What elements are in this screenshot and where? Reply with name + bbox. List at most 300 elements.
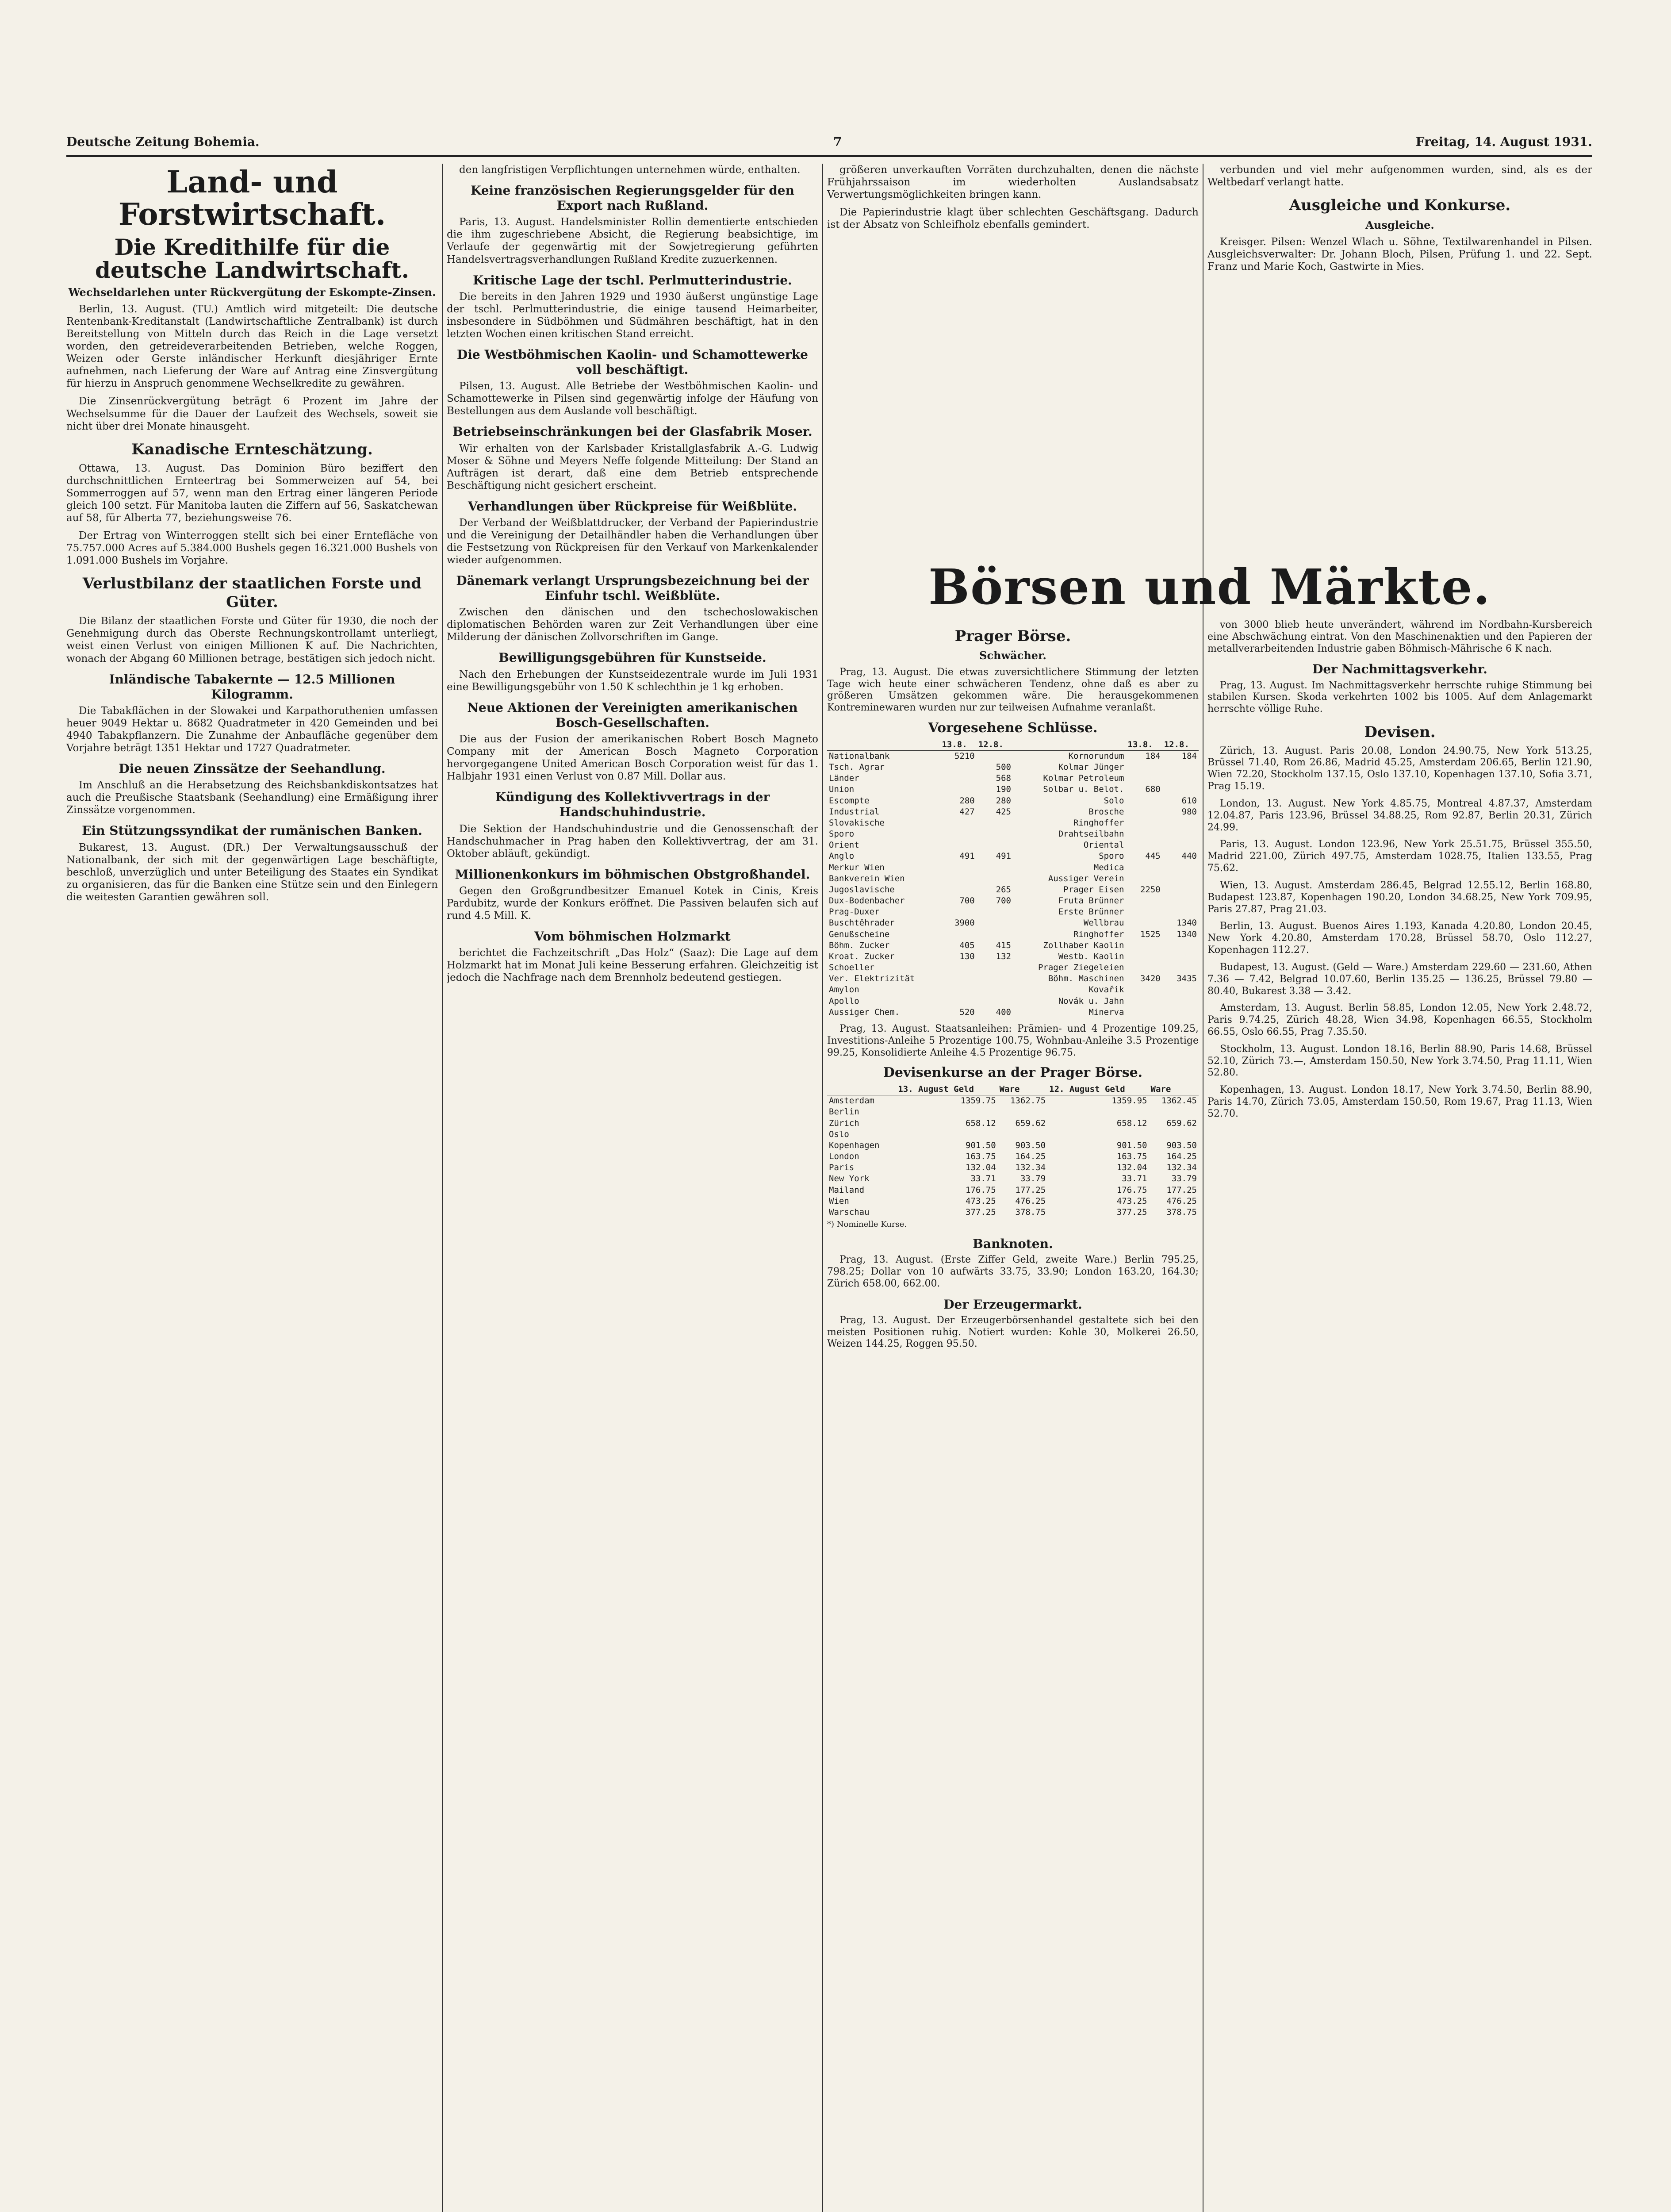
table-title: Devisenkurse an der Prager Börse.	[883, 1065, 1143, 1081]
table-cell: Paris	[829, 1163, 855, 1173]
table-cell	[1162, 1007, 1199, 1018]
article-title: Bewilligungsgebühren für Kunstseide.	[498, 650, 767, 665]
table-cell: Erste Brünner	[1058, 907, 1124, 917]
table-cell: 33.79	[1020, 1174, 1046, 1184]
table-cell: London	[829, 1152, 859, 1162]
table-cell	[977, 918, 1013, 929]
table-cell: 491	[996, 851, 1011, 861]
table-cell: Ver. Elektrizität	[829, 974, 915, 984]
table-row	[827, 818, 1199, 829]
article-paragraph: Die Bilanz der staatlichen Forste und Güter für 1930, die noch der Genehmigung durch das Oberste Rechnungskontrollamt unterliegt, weist einen Verlust von einigen Millionen K auf. Die Nachrichten, wonach der Abgang 60 Millionen betrage, bestätigen sich jedoch nicht.	[66, 615, 438, 664]
table-cell: 163.75	[966, 1152, 996, 1162]
table-header-cell: 12. August Geld	[1047, 1084, 1149, 1095]
table-cell: 5210	[954, 751, 975, 761]
table-cell	[1162, 906, 1199, 918]
article-title: Keine französischen Regierungsgelder für den Export nach Rußland.	[471, 183, 794, 213]
table-cell: 132.34	[1015, 1163, 1046, 1173]
table-cell	[1126, 762, 1162, 773]
table-cell: 476.25	[1166, 1196, 1197, 1206]
table-cell: 132.04	[1116, 1163, 1147, 1173]
article-title: Kanadische Ernteschätzung.	[131, 440, 373, 458]
table-cell	[1126, 996, 1162, 1007]
market-reports	[1207, 619, 1592, 2212]
table-row	[827, 840, 1199, 851]
table-cell: Kopenhagen	[829, 1140, 880, 1150]
table-cell: 176.75	[1116, 1185, 1147, 1195]
article-paragraph: Stockholm, 13. August. London 18.16, Berlin 88.90, Paris 14.68, Brüssel 52.10, Zürich 73.—, Amsterdam 150.50, New York 3.74.50, Prag 11.11, Wien 52.80.	[1207, 1043, 1592, 1079]
table-row	[827, 795, 1199, 806]
column-rule	[442, 164, 443, 2212]
article-paragraph: Wir erhalten von der Karlsbader Kristallglasfabrik A.-G. Ludwig Moser & Söhne und Meyers Neffe folgende Mitteilung: Der Stand an Aufträgen ist derart, daß eine dem Betrieb entsprechende Beschäftigung nicht gesichert erscheint.	[447, 442, 818, 492]
table-row	[827, 962, 1199, 973]
table-cell	[1149, 1106, 1199, 1118]
table-cell: Tsch. Agrar	[829, 762, 885, 772]
article-paragraph: Kreisger. Pilsen: Wenzel Wlach u. Söhne, Textilwarenhandel in Pilsen. Ausgleichsverwalter: Dr. Johann Bloch, Pilsen, Prüfung 1. und 22. Sept. Franz und Marie Koch, Gastwirte in Mies.	[1207, 236, 1592, 273]
table-cell	[940, 996, 976, 1007]
article-title: Ausgleiche und Konkurse.	[1289, 196, 1511, 215]
table-cell	[977, 996, 1013, 1007]
table-row	[827, 1162, 1199, 1173]
table-header-cell: Ware	[998, 1084, 1047, 1095]
table-cell: 280	[996, 795, 1011, 806]
article-paragraph: Die Sektion der Handschuhindustrie und die Genossenschaft der Handschuhmacher in Prag haben den Kollektivvertrag, der am 31. Oktober abläuft, gekündigt.	[447, 823, 818, 860]
article-title: Devisen.	[1364, 723, 1436, 741]
table-header-cell: 13. August Geld	[896, 1084, 997, 1095]
article-paragraph: Paris, 13. August. London 123.96, New York 25.51.75, Brüssel 355.50, Madrid 221.00, Zürich 497.75, Amsterdam 1028.75, Italien 133.55, Prag 75.62.	[1207, 839, 1592, 874]
table-header-cell: Ware	[1149, 1084, 1199, 1095]
table-cell	[977, 929, 1013, 940]
table-cell: Oslo	[829, 1129, 849, 1139]
table-cell: Kovařik	[1088, 985, 1124, 995]
table-cell: 473.25	[966, 1196, 996, 1206]
table-cell: Berlin	[829, 1107, 859, 1117]
table-cell	[1162, 962, 1199, 973]
table-cell: 132.04	[966, 1163, 996, 1173]
table-cell	[940, 773, 976, 784]
table-cell: 1359.95	[1111, 1096, 1147, 1106]
table-cell	[1126, 984, 1162, 995]
article-title: Betriebseinschränkungen bei der Glasfabrik Moser.	[452, 424, 813, 439]
table-cell: Amylon	[829, 985, 859, 995]
table-cell: Escompte	[829, 795, 870, 806]
table-cell: Wellbrau	[1083, 918, 1124, 928]
table-cell: 265	[996, 884, 1011, 895]
table-cell: Länder	[829, 773, 859, 783]
article-paragraph: Berlin, 13. August. (TU.) Amtlich wird mitgeteilt: Die deutsche Rentenbank-Kreditanstalt (Landwirtschaftliche Zentralbank) ist durch Bereitstellung von Mitteln durch das Reich in die Lage versetzt worden, den getreideverarbeitenden Betrieben, welche Roggen, Weizen oder Gerste inländischer Herkunft diesjähriger Ernte aufnehmen, nach Lieferung der Ware auf Antrag eine Zinsvergütung für hierzu in Anspruch genommene Wechselkredite zu gewähren.	[66, 303, 438, 390]
table-cell: 473.25	[1116, 1196, 1147, 1206]
table-row	[827, 895, 1199, 906]
table-cell	[998, 1106, 1047, 1118]
table-cell	[940, 862, 976, 873]
table-cell	[977, 818, 1013, 829]
table-cell	[1162, 840, 1199, 851]
table-cell	[940, 829, 976, 840]
article-paragraph: Prag, 13. August. Staatsanleihen: Prämien- und 4 Prozentige 109.25, Investitions-Anleihe 5 Prozentige 100.75, Wohnbau-Anleihe 3.5 Prozentige 99.25, Konsolidierte Anleihe 4.5 Prozentige 96.75.	[827, 1023, 1199, 1058]
table-cell	[1126, 795, 1162, 806]
table-cell	[1162, 784, 1199, 795]
table-cell: Jugoslavische	[829, 884, 895, 895]
table-cell	[940, 840, 976, 851]
table-cell	[1126, 962, 1162, 973]
header-page-number: 7	[833, 134, 842, 149]
table-cell	[1162, 829, 1199, 840]
table-cell: 377.25	[1116, 1207, 1147, 1217]
table-cell	[1162, 762, 1199, 773]
table-cell: Kolmar Petroleum	[1043, 773, 1124, 783]
table-cell: 500	[996, 762, 1011, 772]
article-title: Der Nachmittagsverkehr.	[1312, 662, 1487, 677]
article-paragraph: den langfristigen Verpflichtungen unternehmen würde, enthalten.	[459, 164, 801, 176]
table-header-cell: 12.8.	[1162, 739, 1199, 751]
table-cell	[940, 962, 976, 973]
table-cell: Drahtseilbahn	[1058, 829, 1124, 839]
table-cell: Solbar u. Belot.	[1043, 784, 1124, 795]
table-cell	[940, 784, 976, 795]
table-cell: Prag-Duxer	[829, 907, 880, 917]
article-paragraph: Die bereits in den Jahren 1929 und 1930 äußerst ungünstige Lage der tschl. Perlmutterindustrie, die einige tausend Heimarbeiter, insbesondere in Südböhmen und Südmähren beschäftigt, hat in den letzten Wochen einen kritischen Stand erreicht.	[447, 291, 818, 340]
table-cell: 184	[1181, 751, 1197, 761]
table-cell	[1162, 895, 1199, 906]
table-cell: Fruta Brünner	[1058, 896, 1124, 906]
table-cell	[977, 750, 1013, 762]
table-cell	[977, 906, 1013, 918]
table-cell: 440	[1181, 851, 1197, 861]
table-cell	[1126, 918, 1162, 929]
table-cell: 901.50	[1116, 1140, 1147, 1150]
table-cell: Medica	[1093, 862, 1124, 872]
article-paragraph: Prag, 13. August. Die etwas zuversichtlichere Stimmung der letzten Tage wich heute einer schwächeren Tendenz, ohne daß es aber zu größeren Umsätzen gekommen wäre. Die herausgekommenen Kontreminewaren wurden nur zur teilweisen Aufnahme veranlaßt.	[827, 666, 1199, 714]
article-paragraph: Zwischen den dänischen und den tschechoslowakischen diplomatischen Behörden waren zur Zeit Verhandlungen über eine Milderung der dänischen Zollvorschriften im Gange.	[447, 607, 818, 643]
table-cell: Bankverein Wien	[829, 873, 905, 883]
table-cell	[1126, 906, 1162, 918]
table-cell	[1162, 984, 1199, 995]
stock-table	[827, 739, 1199, 1018]
table-cell: Wien	[829, 1196, 849, 1206]
article-paragraph: Bukarest, 13. August. (DR.) Der Verwaltungsausschuß der Nationalbank, der sich mit der gegenwärtigen Lage beschäftigte, beschloß, unverzüglich und unter Beteiligung des Staates ein Syndikat zu organisieren, das für die Banken eine Stütze sein und den Einlegern die weitesten Garantien gewähren soll.	[66, 841, 438, 903]
table-cell	[977, 862, 1013, 873]
article-paragraph: Pilsen, 13. August. Alle Betriebe der Westböhmischen Kaolin- und Schamottewerke in Pilsen sind gegenwärtig infolge der Häufung von Bestellungen aus dem Auslande voll beschäftigt.	[447, 380, 818, 417]
table-row	[827, 862, 1199, 873]
table-header-cell	[827, 739, 940, 751]
table-cell: 176.75	[966, 1185, 996, 1195]
table-cell: Orient	[829, 840, 859, 850]
table-cell: 610	[1181, 795, 1197, 806]
article-title: Millionenkonkurs im böhmischen Obstgroßhandel.	[455, 867, 810, 882]
table-cell	[1126, 829, 1162, 840]
table-cell: 3435	[1177, 974, 1197, 984]
table-cell: 491	[959, 851, 975, 861]
column-2	[447, 164, 818, 2212]
table-cell: 1525	[1140, 929, 1161, 939]
table-row	[827, 784, 1199, 795]
table-header-cell	[1013, 739, 1126, 751]
column-rule	[822, 164, 823, 2212]
article-title: Die Kredithilfe für die deutsche Landwirtschaft.	[95, 234, 410, 284]
article-subtitle: Ausgleiche.	[1365, 218, 1434, 231]
table-cell: 405	[959, 940, 975, 950]
table-cell: 132	[996, 951, 1011, 961]
article-paragraph: von 3000 blieb heute unverändert, während im Nordbahn-Kursbereich eine Abschwächung eintrat. Von den Maschinenaktien und den Papieren der metallverarbeitenden Industrie gaben Böhmisch-Mährische 6 K nach.	[1207, 619, 1592, 654]
table-cell: 901.50	[966, 1140, 996, 1150]
table-row	[827, 1106, 1199, 1118]
table-cell: Kolmar Jünger	[1058, 762, 1124, 772]
table-cell	[1162, 773, 1199, 784]
table-cell: 3420	[1140, 974, 1161, 984]
table-cell	[998, 1129, 1047, 1140]
table-row	[827, 806, 1199, 818]
table-cell: Sporo	[829, 829, 855, 839]
article-paragraph: Amsterdam, 13. August. Berlin 58.85, London 12.05, New York 2.48.72, Paris 9.74.25, Zürich 48.28, Wien 34.98, Kopenhagen 66.55, Stockholm 66.55, Oslo 66.55, Prag 7.35.50.	[1207, 1002, 1592, 1037]
table-cell	[1162, 884, 1199, 895]
table-cell: 658.12	[1116, 1118, 1147, 1128]
table-cell: Apollo	[829, 996, 859, 1006]
table-cell	[940, 873, 976, 884]
article-title: Kritische Lage der tschl. Perlmutterindustrie.	[473, 273, 792, 288]
table-cell: Anglo	[829, 851, 855, 861]
table-row	[827, 1129, 1199, 1140]
table-cell: 1340	[1177, 918, 1197, 928]
article-title: Die Westböhmischen Kaolin- und Schamottewerke voll beschäftigt.	[457, 347, 808, 377]
table-cell	[1149, 1129, 1199, 1140]
table-cell	[1162, 818, 1199, 829]
table-cell: Buschtěhrader	[829, 918, 895, 928]
article-paragraph: Zürich, 13. August. Paris 20.08, London 24.90.75, New York 513.25, Brüssel 71.40, Rom 26.86, Madrid 45.25, Amsterdam 206.65, Berlin 121.90, Wien 72.20, Stockholm 137.15, Oslo 137.10, Kopenhagen 137.10, Sofia 3.71, Prag 15.19.	[1207, 745, 1592, 792]
table-row	[827, 940, 1199, 951]
table-cell: 476.25	[1015, 1196, 1046, 1206]
table-cell: Böhm. Maschinen	[1048, 974, 1124, 984]
table-cell: 425	[996, 806, 1011, 817]
table-cell: 659.62	[1166, 1118, 1197, 1128]
table-cell: Zürich	[829, 1118, 859, 1128]
table-row	[827, 1207, 1199, 1218]
table-row	[827, 884, 1199, 895]
table-cell: 33.71	[970, 1174, 996, 1184]
table-row	[827, 1095, 1199, 1107]
table-row	[827, 1185, 1199, 1196]
article-paragraph: Berlin, 13. August. Buenos Aires 1.193, Kanada 4.20.80, London 20.45, New York 4.20.80, Amsterdam 170.28, Brüssel 58.70, Oslo 112.27, Kopenhagen 112.27.	[1207, 921, 1592, 956]
prague-exchange	[827, 619, 1199, 2212]
table-row	[827, 851, 1199, 862]
section-title-agriculture: Land- und Forstwirtschaft.	[118, 165, 386, 233]
table-cell	[940, 906, 976, 918]
table-row	[827, 873, 1199, 884]
article-paragraph: Wien, 13. August. Amsterdam 286.45, Belgrad 12.55.12, Berlin 168.80, Budapest 123.87, Kopenhagen 190.20, London 34.68.25, New York 709.95, Paris 27.87, Prag 21.03.	[1207, 879, 1592, 915]
table-cell	[977, 984, 1013, 995]
article-paragraph: Im Anschluß an die Herabsetzung des Reichsbankdiskontsatzes hat auch die Preußische Staatsbank (Seehandlung) eine Ermäßigung ihrer Zinssätze vorgenommen.	[66, 780, 438, 816]
table-cell: Mailand	[829, 1185, 865, 1195]
table-cell: 427	[959, 806, 975, 817]
table-cell: 164.25	[1015, 1152, 1046, 1162]
table-cell	[1162, 873, 1199, 884]
article-paragraph: Der Ertrag von Winterroggen stellt sich bei einer Erntefläche von 75.757.000 Acres auf 5.384.000 Bushels gegen 16.321.000 Bushels von 1.091.000 Bushels im Vorjahre.	[66, 530, 438, 567]
table-cell	[1126, 773, 1162, 784]
table-cell: Aussiger Verein	[1048, 873, 1124, 883]
table-cell	[977, 873, 1013, 884]
table-cell: 658.12	[966, 1118, 996, 1128]
table-row	[827, 773, 1199, 784]
table-note: *) Nominelle Kurse.	[827, 1220, 907, 1229]
table-cell: 568	[996, 773, 1011, 783]
table-cell: 1359.75	[960, 1096, 996, 1106]
table-cell	[1126, 818, 1162, 829]
table-row	[827, 1196, 1199, 1207]
table-row	[827, 1118, 1199, 1129]
table-cell: 177.25	[1166, 1185, 1197, 1195]
table-cell: 378.75	[1015, 1207, 1046, 1217]
table-cell: 190	[996, 784, 1011, 795]
article-paragraph: Ottawa, 13. August. Das Dominion Büro beziffert den durchschnittlichen Ernteertrag bei Sommerweizen auf 54, bei Sommerroggen auf 57, wenn man den Ertrag einer längeren Periode gleich 100 setzt. Für Manitoba lauten die Ziffern auf 56, Saskatchewan auf 58, für Alberta 77, beziehungsweise 76.	[66, 463, 438, 524]
table-cell	[896, 1129, 997, 1140]
table-cell: Brosche	[1088, 806, 1124, 817]
article-paragraph: verbunden und viel mehr aufgenommen wurden, sind, als es der Weltbedarf verlangt hatte.	[1207, 164, 1592, 188]
table-cell: 2250	[1140, 884, 1161, 895]
table-row	[827, 951, 1199, 962]
table-cell	[1162, 996, 1199, 1007]
article-title: Verlustbilanz der staatlichen Forste und Güter.	[82, 575, 422, 611]
table-cell	[940, 984, 976, 995]
article-paragraph: Prag, 13. August. Der Erzeugerbörsenhandel gestaltete sich bei den meisten Positionen ruhig. Notiert wurden: Kohle 30, Molkerei 26.50, Weizen 144.25, Roggen 95.50.	[827, 1314, 1199, 1350]
table-cell: Prager Ziegeleien	[1038, 963, 1124, 973]
article-title: Dänemark verlangt Ursprungsbezeichnung bei der Einfuhr tschl. Weißblüte.	[456, 573, 809, 603]
table-cell: 445	[1145, 851, 1161, 861]
table-cell	[977, 829, 1013, 840]
table-cell: 680	[1145, 784, 1161, 795]
table-row	[827, 762, 1199, 773]
table-cell: Minerva	[1088, 1007, 1124, 1017]
table-cell	[940, 973, 976, 984]
table-cell	[977, 973, 1013, 984]
table-cell: Nationalbank	[829, 751, 890, 761]
table-title: Vorgesehene Schlüsse.	[928, 720, 1098, 736]
article-title: Der Erzeugermarkt.	[943, 1297, 1082, 1312]
table-cell: Oriental	[1083, 840, 1124, 850]
table-cell: Aussiger Chem.	[829, 1007, 900, 1017]
article-paragraph: Die aus der Fusion der amerikanischen Robert Bosch Magneto Company mit der American Bosch Magneto Corporation hervorgegangene United American Bosch Corporation weist für das 1. Halbjahr 1931 einen Verlust von 0.87 Mill. Dollar aus.	[447, 733, 818, 783]
table-row	[827, 918, 1199, 929]
table-cell: 903.50	[1166, 1140, 1197, 1150]
article-paragraph: Nach den Erhebungen der Kunstseidezentrale wurde im Juli 1931 eine Bewilligungsgebühr von 1.50 K schlechthin je 1 kg erhoben.	[447, 668, 818, 693]
article-title: Prager Börse.	[954, 627, 1071, 645]
header-paper-name: Deutsche Zeitung Bohemia.	[66, 134, 260, 149]
article-paragraph: Budapest, 13. August. (Geld — Ware.) Amsterdam 229.60 — 231.60, Athen 7.36 — 7.42, Belgrad 10.07.60, Berlin 135.25 — 136.25, Brüssel 79.80 — 80.40, Bukarest 3.38 — 3.42.	[1207, 961, 1592, 997]
article-title: Inländische Tabakernte — 12.5 Millionen Kilogramm.	[109, 672, 395, 702]
table-cell	[1126, 895, 1162, 906]
article-paragraph: berichtet die Fachzeitschrift „Das Holz“ (Saaz): Die Lage auf dem Holzmarkt hat im Monat Juli keine Besserung erfahren. Gleichzeitig ist jedoch die Nachfrage nach dem Brennholz bedeutend gestiegen.	[447, 947, 818, 984]
table-cell: Amsterdam	[829, 1096, 874, 1106]
table-cell: 164.25	[1166, 1152, 1197, 1162]
table-cell	[1162, 940, 1199, 951]
article-subtitle: Schwächer.	[979, 649, 1046, 662]
table-cell	[1126, 862, 1162, 873]
table-row	[827, 929, 1199, 940]
table-cell: 377.25	[966, 1207, 996, 1217]
article-paragraph: Die Tabakflächen in der Slowakei und Karpathoruthenien umfassen heuer 9049 Hektar u. 8682 Quadratmeter in 420 Gemeinden und bei 4940 Tabakpflanzern. Die Zunahme der Anbaufläche gegenüber dem Vorjahre beträgt 1351 Hektar und 1727 Quadratmeter.	[66, 705, 438, 754]
section-title-markets: Börsen und Märkte.	[928, 558, 1491, 615]
article-paragraph: größeren unverkauften Vorräten durchzuhalten, denen die nächste Frühjahrssaison im wiederholten Auslandsabsatz Verwertungsmöglichkeiten bringen kann.	[827, 164, 1199, 201]
article-subtitle: Wechseldarlehen unter Rückvergütung der Eskompte-Zinsen.	[68, 285, 436, 299]
article-title: Banknoten.	[973, 1237, 1053, 1252]
table-cell: Prager Eisen	[1063, 884, 1124, 895]
table-cell: Kornorundum	[1068, 751, 1124, 761]
table-cell: Westb. Kaolin	[1058, 951, 1124, 961]
article-title: Kündigung des Kollektivvertrags in der Handschuhindustrie.	[495, 790, 770, 820]
table-cell: 3900	[954, 918, 975, 928]
article-title: Vom böhmischen Holzmarkt	[534, 929, 731, 944]
table-cell: 415	[996, 940, 1011, 950]
table-cell: Böhm. Zucker	[829, 940, 890, 950]
article-title: Ein Stützungssyndikat der rumänischen Banken.	[82, 823, 422, 838]
table-cell: 130	[959, 951, 975, 961]
table-cell: Ringhoffer	[1073, 929, 1124, 939]
table-cell: 400	[996, 1007, 1011, 1017]
table-cell: Genußscheine	[829, 929, 890, 939]
table-cell: Warschau	[829, 1207, 870, 1217]
table-cell: 177.25	[1015, 1185, 1046, 1195]
table-cell: Slovakische	[829, 818, 885, 828]
table-cell: 1362.45	[1161, 1096, 1197, 1106]
table-cell: 33.79	[1171, 1174, 1197, 1184]
table-cell	[977, 840, 1013, 851]
table-cell	[1162, 862, 1199, 873]
table-cell	[1126, 951, 1162, 962]
table-cell: Dux-Bodenbacher	[829, 896, 905, 906]
table-cell: Kroat. Zucker	[829, 951, 895, 961]
table-cell: 1340	[1177, 929, 1197, 939]
table-header-cell: 13.8.	[1126, 739, 1162, 751]
table-cell: 132.34	[1166, 1163, 1197, 1173]
table-row	[827, 1140, 1199, 1151]
table-cell	[1047, 1106, 1149, 1118]
table-header-cell: 12.8.	[977, 739, 1013, 751]
table-cell: Industrial	[829, 806, 880, 817]
article-paragraph: Prag, 13. August. (Erste Ziffer Geld, zweite Ware.) Berlin 795.25, 798.25; Dollar von 10 aufwärts 33.75, 33.90; London 163.20, 164.30; Zürich 658.00, 662.00.	[827, 1254, 1199, 1289]
table-row	[827, 1151, 1199, 1162]
table-cell: Merkur Wien	[829, 862, 885, 872]
table-cell: Union	[829, 784, 855, 795]
table-cell	[1047, 1129, 1149, 1140]
table-cell	[1162, 951, 1199, 962]
table-cell: 33.71	[1122, 1174, 1147, 1184]
article-title: Die neuen Zinssätze der Seehandlung.	[119, 761, 386, 776]
table-cell	[940, 818, 976, 829]
article-paragraph: London, 13. August. New York 4.85.75, Montreal 4.87.37, Amsterdam 12.04.87, Paris 123.96, Brüssel 34.88.25, Rom 92.87, Berlin 20.31, Zürich 24.99.	[1207, 798, 1592, 833]
table-cell	[940, 762, 976, 773]
table-header-cell: 13.8.	[940, 739, 976, 751]
page-header	[66, 128, 1592, 157]
table-cell: Sporo	[1099, 851, 1124, 861]
table-cell	[1126, 1007, 1162, 1018]
table-cell	[1126, 840, 1162, 851]
currency-table	[827, 1084, 1199, 1218]
table-cell: Zollhaber Kaolin	[1043, 940, 1124, 950]
table-header-cell	[827, 1084, 896, 1095]
table-cell	[1126, 873, 1162, 884]
article-title: Neue Aktionen der Vereinigten amerikanischen Bosch-Gesellschaften.	[467, 700, 798, 730]
table-cell	[977, 962, 1013, 973]
table-row	[827, 984, 1199, 995]
article-title: Verhandlungen über Rückpreise für Weißblüte.	[468, 499, 797, 514]
table-cell: New York	[829, 1174, 870, 1184]
article-paragraph: Paris, 13. August. Handelsminister Rollin dementierte entschieden die ihm zugeschriebene Absicht, die Regierung beabsichtige, im Verlaufe der gegenwärtig mit der Sowjetregierung geführten Handelsvertragsverhandlungen Rußland Kredite zuzuerkennen.	[447, 216, 818, 265]
article-paragraph: Der Verband der Weißblattdrucker, der Verband der Papierindustrie und die Vereinigung der Detailhändler haben die Verhandlungen über die Festsetzung von Rückpreisen für den Verkauf von Markenkalender wieder aufgenommen.	[447, 517, 818, 566]
article-paragraph: Kopenhagen, 13. August. London 18.17, New York 3.74.50, Berlin 88.90, Paris 14.70, Zürich 73.05, Amsterdam 150.50, Rom 19.67, Prag 11.13, Wien 52.70.	[1207, 1084, 1592, 1119]
article-paragraph: Gegen den Großgrundbesitzer Emanuel Kotek in Cinis, Kreis Pardubitz, wurde der Konkurs eröffnet. Die Passiven belaufen sich auf rund 4.5 Mill. K.	[447, 885, 818, 922]
table-row	[827, 829, 1199, 840]
table-row	[827, 996, 1199, 1007]
table-cell: 520	[959, 1007, 975, 1017]
table-cell: 280	[959, 795, 975, 806]
table-cell: 903.50	[1015, 1140, 1046, 1150]
